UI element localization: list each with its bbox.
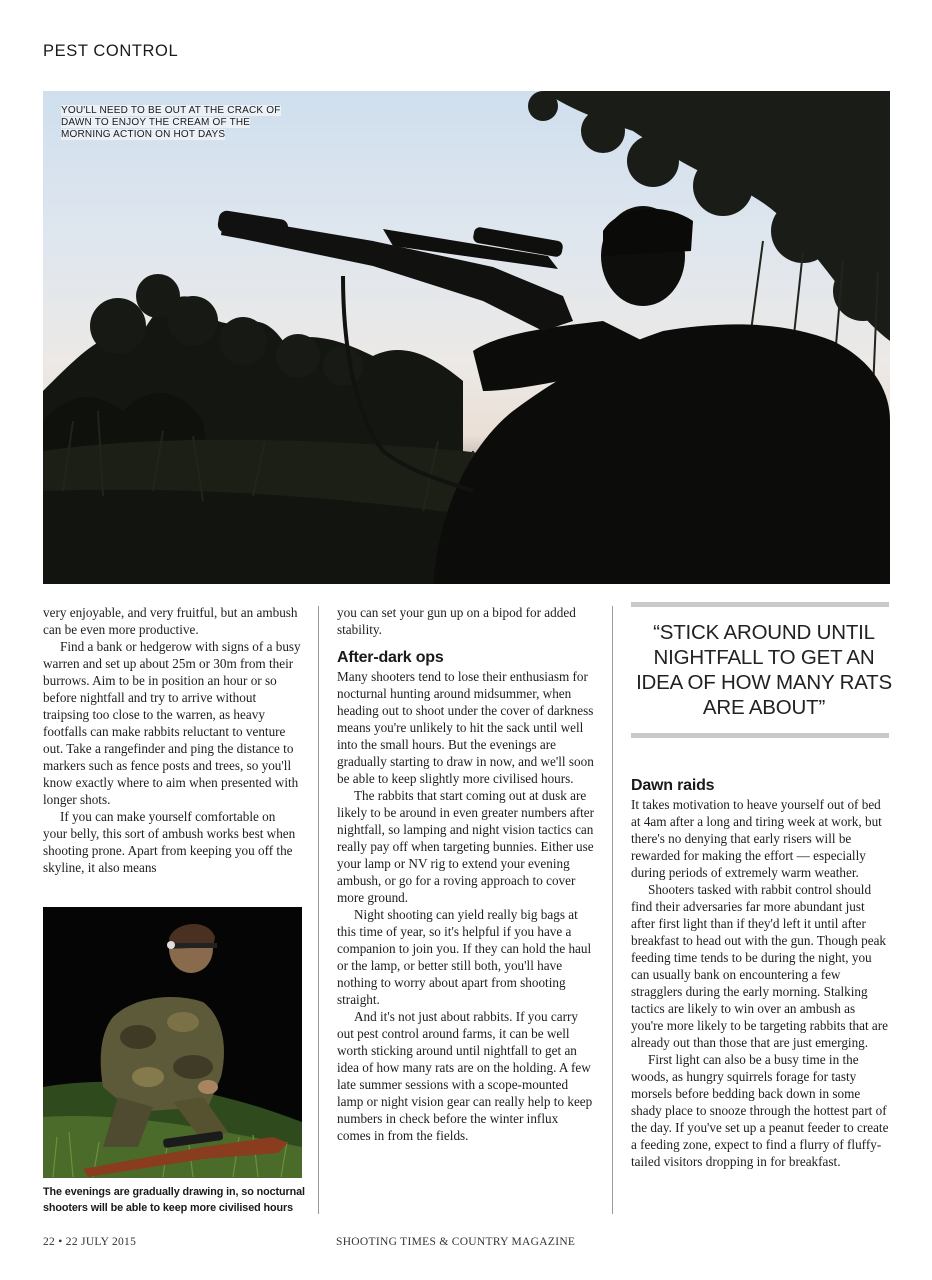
- paragraph: Shooters tasked with rabbit control should find their adversaries far more abundant just after first light than if they'd left it until after breakfast to head out with the gun. Though peak feeding time tends to be during the night, you can usually bank on encountering a few stragglers during the early morning. Stalking tactics are likely to win over an ambush as you're more likely to be targeting rabbits that are already out than those that are just emerging.: [631, 882, 889, 1050]
- footer-magazine-name: SHOOTING TIMES & COUNTRY MAGAZINE: [336, 1236, 576, 1248]
- inset-photo: [43, 907, 302, 1178]
- article-column-3: [631, 776, 889, 1170]
- pull-quote-rule-top: [631, 602, 889, 607]
- paragraph: If you can make yourself comfortable on your belly, this sort of ambush works best when shooting prone. Apart from keeping you off the skyline, it also means: [43, 809, 296, 875]
- hero-silhouette-illustration: [43, 91, 890, 584]
- paragraph: very enjoyable, and very fruitful, but an ambush can be even more productive.: [43, 605, 298, 637]
- inset-night-shooter-illustration: [43, 907, 302, 1178]
- subhead-dawn-raids: Dawn raids: [631, 777, 715, 794]
- section-label: PEST CONTROL: [43, 42, 179, 60]
- column-divider: [612, 606, 613, 1214]
- paragraph: And it's not just about rabbits. If you carry out pest control around farms, it can be well worth sticking around until nightfall to get an idea of how many rats are on the holding. A few late summer sessions with a scope-mounted lamp or night vision gear can really help to keep numbers in check before the winter influx comes in from the fields.: [337, 1009, 593, 1143]
- pull-quote: “STICK AROUND UNTIL NIGHTFALL TO GET AN IDEA OF HOW MANY RATS ARE ABOUT”: [636, 621, 892, 719]
- column-divider: [318, 606, 319, 1214]
- article-column-2: [337, 604, 595, 1144]
- paragraph: The rabbits that start coming out at dusk are likely to be around in even greater numbers after nightfall, so lamping and night vision tactics can really pay off when targeting bunnies. Either use your lamp or NV rig to extend your evening ambush, or go for a roving approach to cover more ground.: [337, 788, 595, 905]
- article-column-1: [43, 604, 301, 876]
- paragraph: First light can also be a busy time in the woods, as hungry squirrels forage for tasty morsels before bedding back down in some shady place to snooze through the hottest part of the day. If you've set up a peanut feeder to create a feeding zone, expect to find a flurry of fluffy-tailed visitors dropping in for breakfast.: [631, 1052, 889, 1169]
- subhead-after-dark-ops: After-dark ops: [337, 649, 444, 666]
- paragraph: Many shooters tend to lose their enthusiasm for nocturnal hunting around midsummer, when heading out to shoot under the cover of darkness means you're unlikely to hit the sack until well into the small hours. But the evenings are gradually starting to draw in now, and we'll soon be able to keep slightly more civilised hours.: [337, 669, 594, 786]
- paragraph: It takes motivation to heave yourself out of bed at 4am after a long and tiring week at work, but there's no denying that early risers will be rewarded for making the effort — especially during periods of extremely warm weather.: [631, 797, 882, 880]
- paragraph: you can set your gun up on a bipod for added stability.: [337, 605, 576, 637]
- pull-quote-rule-bottom: [631, 733, 889, 738]
- paragraph: Night shooting can yield really big bags at this time of year, so it's helpful if you have a companion to join you. If they can hold the haul or the lamp, or better still both, you'll have nothing to worry about apart from shooting straight.: [337, 907, 592, 1007]
- hero-photo: [43, 91, 890, 584]
- footer-page-date: 22 • 22 JULY 2015: [43, 1236, 137, 1248]
- inset-photo-caption: The evenings are gradually drawing in, so nocturnal shooters will be able to keep more civilised hours: [43, 1186, 305, 1214]
- hero-photo-caption: YOU'LL NEED TO BE OUT AT THE CRACK OF DAWN TO ENJOY THE CREAM OF THE MORNING ACTION ON HOT DAYS: [61, 105, 281, 140]
- paragraph: Find a bank or hedgerow with signs of a busy warren and set up about 25m or 30m from their burrows. Aim to be in position an hour or so before nightfall and try to arrive without traipsing too close to the warren, as heavy footfalls can make rabbits reluctant to venture out. Take a rangefinder and ping the distance to markers such as fence posts and trees, so you'll know exactly where to aim when presented with longer shots.: [43, 639, 301, 807]
